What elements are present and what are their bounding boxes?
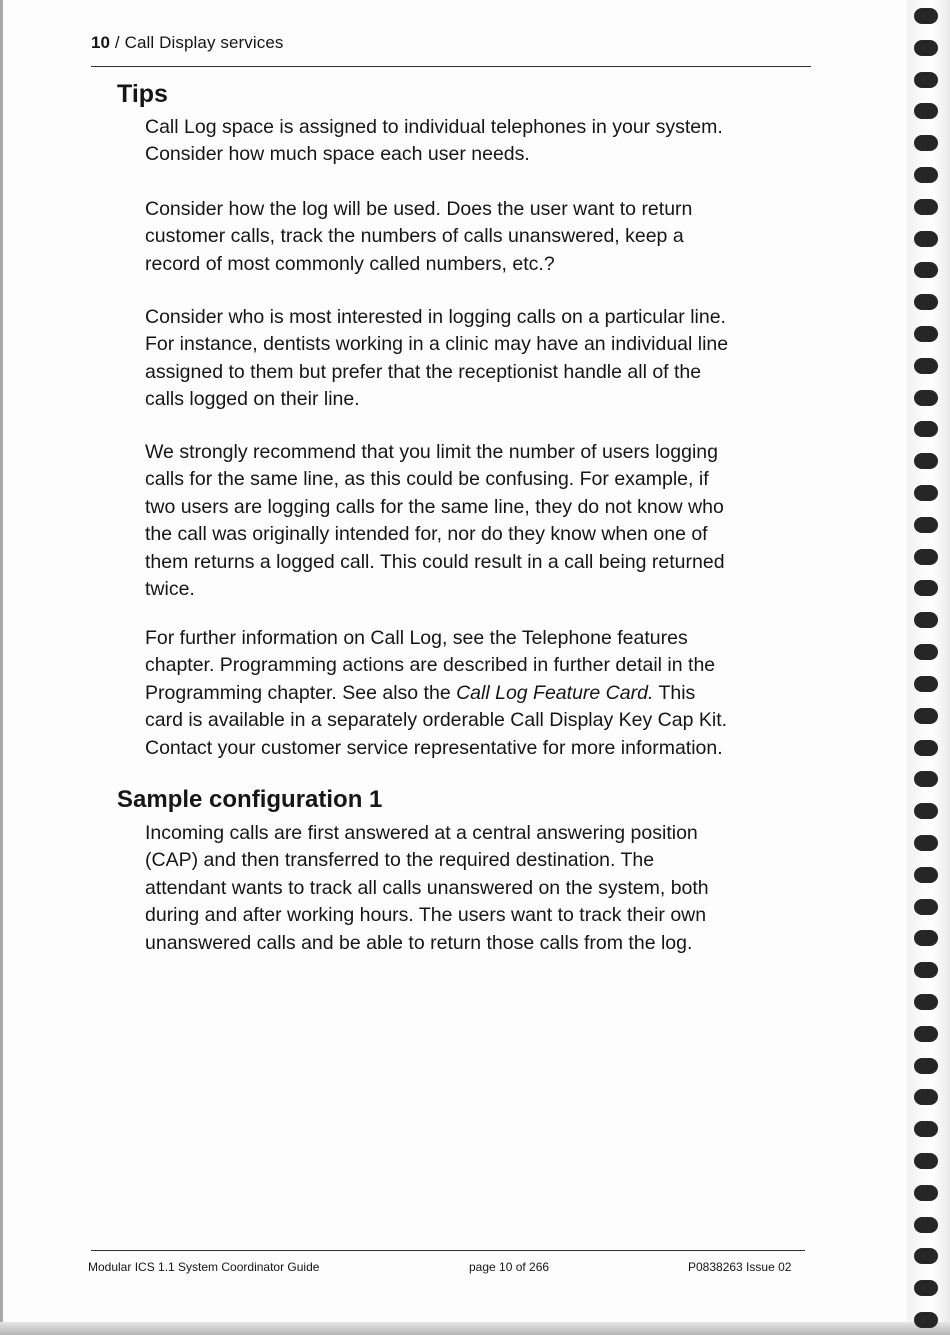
text-line: unanswered calls and be able to return those calls from the log. (145, 931, 693, 954)
footer-page-indicator: page 10 of 266 (469, 1260, 550, 1274)
binding-coil (914, 262, 938, 278)
text-line: twice. (145, 578, 195, 601)
text-line: customer calls, track the numbers of calls unanswered, keep a (145, 225, 684, 248)
binding-coil (914, 1185, 938, 1201)
footer-issue-number: P0838263 Issue 02 (688, 1260, 792, 1274)
binding-coil (914, 899, 938, 915)
text-line: Consider who is most interested in logging calls on a particular line. (145, 306, 726, 328)
text-line: For further information on Call Log, see the Telephone features (145, 627, 688, 649)
text-line: Consider how the log will be used. Does the user want to return (145, 198, 693, 220)
page-left-edge (0, 0, 3, 1335)
binding-coil (914, 453, 938, 469)
binding-coil (914, 867, 938, 883)
header-section-title: Call Display services (124, 33, 284, 52)
binding-coil (914, 103, 938, 119)
binding-coil (914, 803, 938, 819)
binding-coil (914, 421, 938, 437)
running-header (91, 33, 284, 53)
text-line: assigned to them but prefer that the receptionist handle all of the (145, 360, 702, 383)
binding-coil (914, 549, 938, 565)
binding-coil (914, 1058, 938, 1074)
binding-coil (914, 835, 938, 851)
binding-coil (914, 517, 938, 533)
text-line: card is available in a separately orderable Call Display Key Cap Kit. (145, 709, 728, 732)
binding-coil (914, 358, 938, 374)
text-line: calls for the same line, as this could be confusing. For example, if (145, 468, 709, 491)
text-line: Contact your customer service representative for more information. (145, 736, 723, 759)
text-line: them returns a logged call. This could result in a call being returned (145, 550, 725, 573)
tips-paragraph-1 (145, 114, 815, 169)
binding-coil (914, 390, 938, 406)
tips-paragraph-4 (145, 439, 815, 603)
binding-coil (914, 294, 938, 310)
text-line: For instance, dentists working in a clinic may have an individual line (145, 333, 729, 356)
binding-coil (914, 72, 938, 88)
binding-coil (914, 135, 938, 151)
text-line: calls logged on their line. (145, 388, 360, 411)
text-line: two users are logging calls for the same line, they do not know who (145, 495, 724, 518)
text-line: during and after working hours. The users want to track their own (145, 904, 707, 927)
binding-coil (914, 8, 938, 24)
sample-configuration-paragraph (145, 820, 815, 957)
binding-coil (914, 1089, 938, 1105)
tips-paragraph-2 (145, 196, 815, 278)
binding-coil (914, 485, 938, 501)
binding-coil (914, 771, 938, 787)
text-fragment: Programming chapter. See also the (145, 681, 457, 704)
binding-coil (914, 740, 938, 756)
binding-coil (914, 580, 938, 596)
binding-coil (914, 40, 938, 56)
binding-coil (914, 930, 938, 946)
binding-coil (914, 644, 938, 660)
tips-heading: Tips (117, 80, 168, 108)
text-line: Incoming calls are first answered at a central answering position (145, 822, 698, 844)
text-line: the call was originally intended for, nor do they know when one of (145, 523, 708, 546)
binding-coil (914, 1153, 938, 1169)
footer-rule (91, 1250, 805, 1251)
footer-document-title: Modular ICS 1.1 System Coordinator Guide (88, 1260, 320, 1274)
binding-coil (914, 1121, 938, 1137)
text-line-with-reference (145, 680, 815, 707)
header-page-number: 10 (91, 33, 111, 52)
binding-coil (914, 676, 938, 692)
text-line: chapter. Programming actions are described in further detail in the (145, 654, 716, 677)
binding-coil (914, 199, 938, 215)
binding-coil (914, 1312, 938, 1328)
binding-coil (914, 1217, 938, 1233)
binding-coil (914, 1280, 938, 1296)
text-line: attendant wants to track all calls unanswered on the system, both (145, 876, 709, 899)
binding-coil (914, 612, 938, 628)
binding-coil (914, 962, 938, 978)
tips-paragraph-3 (145, 304, 815, 414)
text-line: (CAP) and then transferred to the required destination. The (145, 849, 655, 872)
binding-coil (914, 1026, 938, 1042)
text-fragment: This (653, 681, 696, 704)
binding-coil (914, 326, 938, 342)
binding-coil (914, 1248, 938, 1264)
text-line: Call Log space is assigned to individual telephones in your system. (145, 116, 723, 138)
text-line: record of most commonly called numbers, etc.? (145, 252, 555, 275)
binding-coil (914, 708, 938, 724)
binding-coil (914, 994, 938, 1010)
binding-coil (914, 231, 938, 247)
feature-card-reference: Call Log Feature Card. (456, 681, 654, 704)
sample-configuration-heading: Sample configuration 1 (117, 786, 383, 813)
header-rule (91, 66, 811, 67)
text-line: We strongly recommend that you limit the number of users logging (145, 441, 718, 463)
binding-coil (914, 167, 938, 183)
page-bottom-edge (0, 1322, 950, 1335)
tips-paragraph-5 (145, 625, 815, 762)
text-line: Consider how much space each user needs. (145, 143, 530, 166)
header-separator: / (110, 33, 125, 52)
